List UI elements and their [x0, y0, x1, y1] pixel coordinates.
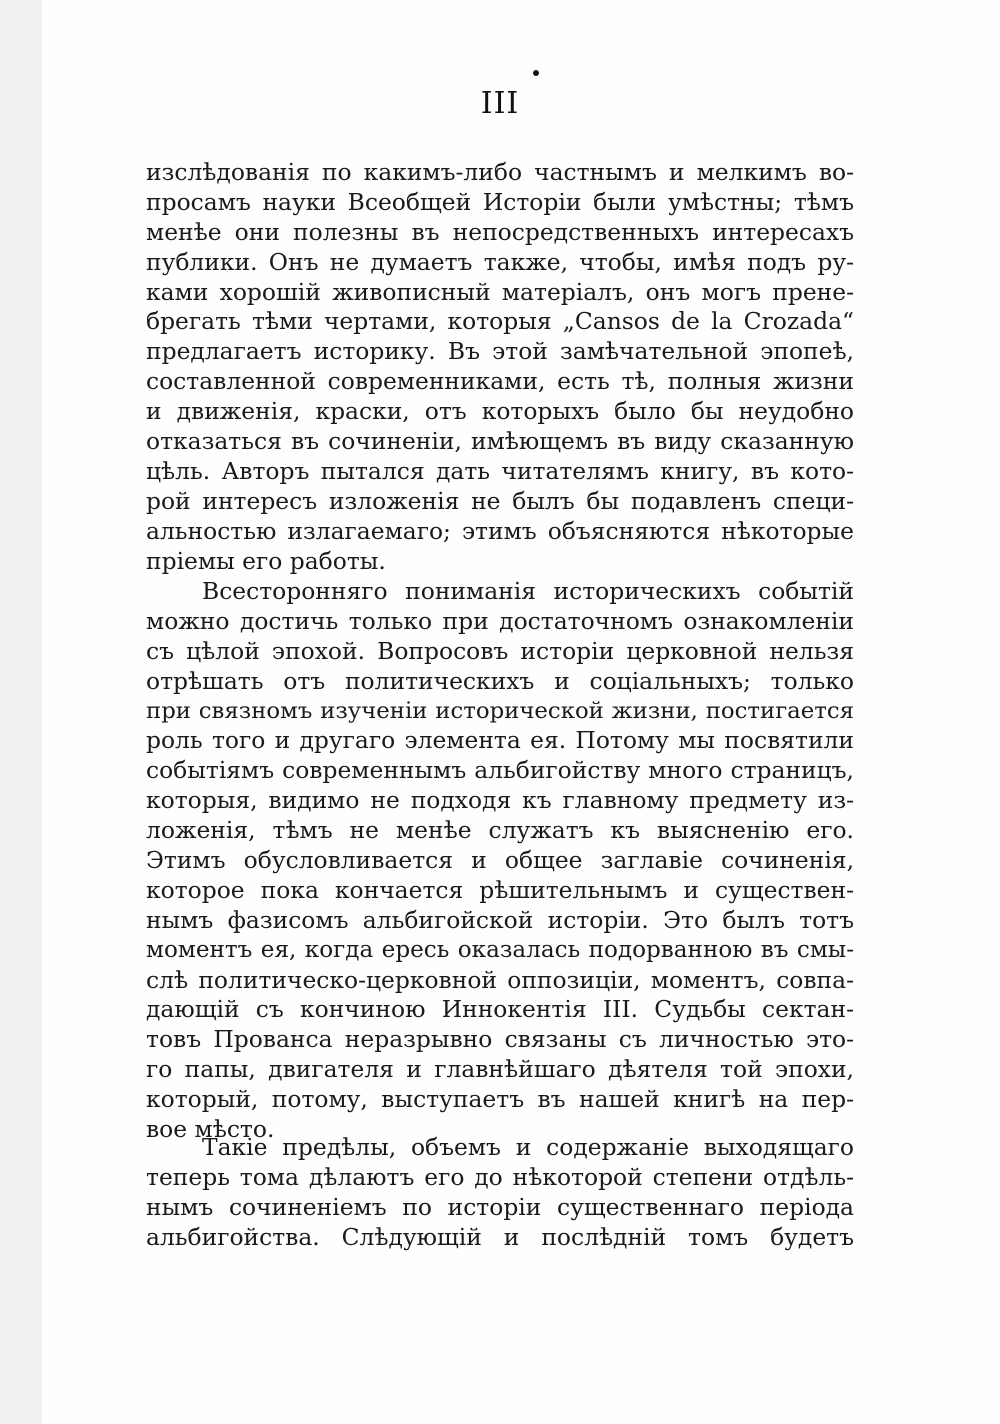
text-line: отрѣшать отъ политическихъ и соціальныхъ; только: [146, 666, 854, 695]
text-line: цѣль. Авторъ пытался дать читателямъ книгу, въ кото-: [146, 456, 854, 485]
text-line: составленной современниками, есть тѣ, полныя жизни: [146, 367, 854, 396]
paragraph-2: [146, 577, 854, 1145]
text-line: альностью излагаемаго; этимъ объясняются нѣкоторые: [146, 516, 854, 545]
text-line: ками хорошій живописный матеріалъ, онъ могъ прене-: [146, 277, 854, 306]
text-line: можно достичь только при достаточномъ ознакомленіи: [146, 606, 854, 635]
text-line: отказаться въ сочиненіи, имѣющемъ въ виду сказанную: [146, 427, 854, 456]
page-number: III: [480, 86, 520, 121]
text-line: менѣе они полезны въ непосредственныхъ интересахъ: [146, 217, 854, 246]
text-line: пріемы его работы.: [146, 546, 386, 575]
text-line: альбигойства. Слѣдующій и послѣдній томъ будетъ: [146, 1222, 854, 1251]
text-line: которыя, видимо не подходя къ главному предмету из-: [146, 786, 854, 815]
text-line: теперь тома дѣлаютъ его до нѣкоторой степени отдѣль-: [146, 1162, 854, 1191]
paragraph-1: [146, 158, 854, 576]
text-line: брегать тѣми чертами, которыя „Cansos de la Crozada“: [146, 307, 854, 336]
ink-dot-mark: [533, 70, 539, 76]
text-line: при связномъ изученіи исторической жизни, постигается: [146, 697, 854, 724]
text-line: и движенія, краски, отъ которыхъ было бы неудобно: [146, 397, 854, 426]
text-line: публики. Онъ не думаетъ также, чтобы, имѣя подъ ру-: [146, 247, 854, 276]
text-line: го папы, двигателя и главнѣйшаго дѣятеля той эпохи,: [146, 1055, 854, 1084]
text-line: вое мѣсто.: [146, 1115, 275, 1144]
text-line: который, потому, выступаетъ въ нашей книгѣ на пер-: [146, 1085, 854, 1114]
text-line: дающій съ кончиною Иннокентія III. Судьбы сектан-: [146, 995, 854, 1024]
text-line: Всесторонняго пониманія историческихъ событій: [202, 577, 854, 605]
text-line: товъ Прованса неразрывно связаны съ личностью это-: [146, 1025, 854, 1054]
text-line: Этимъ обусловливается и общее заглавіе сочиненія,: [146, 846, 854, 875]
text-line: предлагаетъ историку. Въ этой замѣчательной эпопеѣ,: [146, 337, 854, 366]
text-line: изслѣдованія по какимъ-либо частнымъ и мелкимъ во-: [146, 158, 854, 186]
text-line: ложенія, тѣмъ не менѣе служатъ къ выясненію его.: [146, 816, 854, 845]
text-line: съ цѣлой эпохой. Вопросовъ исторіи церковной нельзя: [146, 636, 854, 665]
text-line: которое пока кончается рѣшительнымъ и существен-: [146, 875, 854, 904]
text-line: нымъ сочиненіемъ по исторіи существеннаго періода: [146, 1192, 854, 1221]
text-line: просамъ науки Всеобщей Исторіи были умѣстны; тѣмъ: [146, 187, 854, 216]
paragraph-3: [146, 1133, 854, 1253]
text-line: событіямъ современнымъ альбигойству много страницъ,: [146, 756, 854, 785]
text-line: моментъ ея, когда ересь оказалась подорванною въ смы-: [146, 936, 854, 963]
text-line: Такіе предѣлы, объемъ и содержаніе выходящаго: [202, 1133, 854, 1161]
page-edge-shadow: [0, 0, 42, 1424]
text-line: слѣ политическо-церковной оппозиціи, моментъ, совпа-: [146, 965, 854, 994]
text-line: рой интересъ изложенія не былъ бы подавленъ специ-: [146, 486, 854, 515]
text-line: роль того и другаго элемента ея. Потому мы посвятили: [146, 726, 854, 755]
text-line: нымъ фазисомъ альбигойской исторіи. Это былъ тотъ: [146, 905, 854, 934]
